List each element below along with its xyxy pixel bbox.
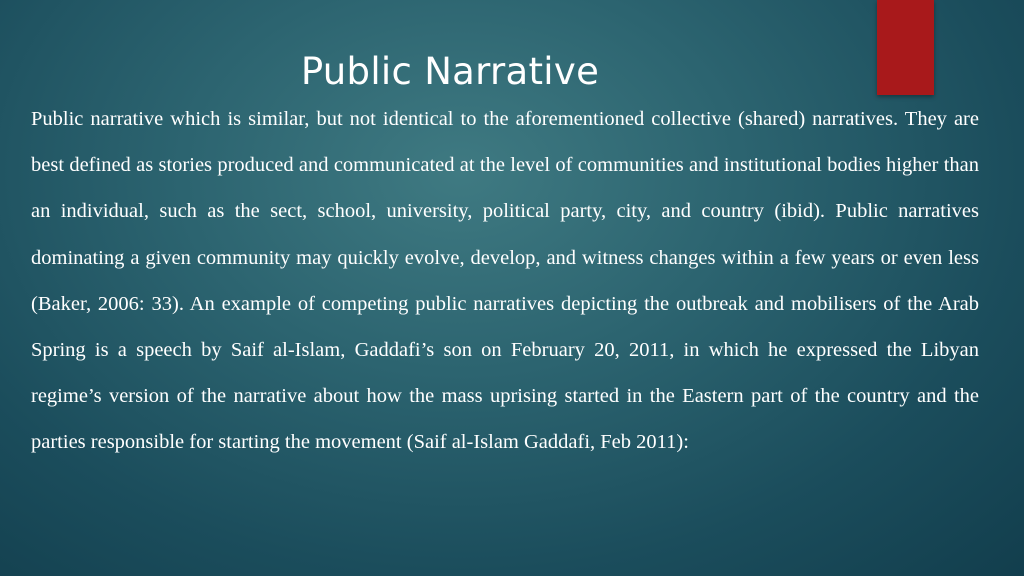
- slide-title: Public Narrative: [300, 50, 600, 93]
- slide-body-text: Public narrative which is similar, but not identical to the aforementioned collective (shared) narratives. They are best defined as stories produced and communicated at the level of communities and institutional bodies higher than an individual, such as the sect, school, university, political party, city, and country (ibid). Public narratives dominating a given community may quickly evolve, develop, and witness changes within a few years or even less (Baker, 2006: 33). An example of competing public narratives depicting the outbreak and mobilisers of the Arab Spring is a speech by Saif al-Islam, Gaddafi’s son on February 20, 2011, in which he expressed the Libyan regime’s version of the narrative about how the mass uprising started in the Eastern part of the country and the parties responsible for starting the movement (Saif al-Islam Gaddafi, Feb 2011):: [31, 108, 979, 454]
